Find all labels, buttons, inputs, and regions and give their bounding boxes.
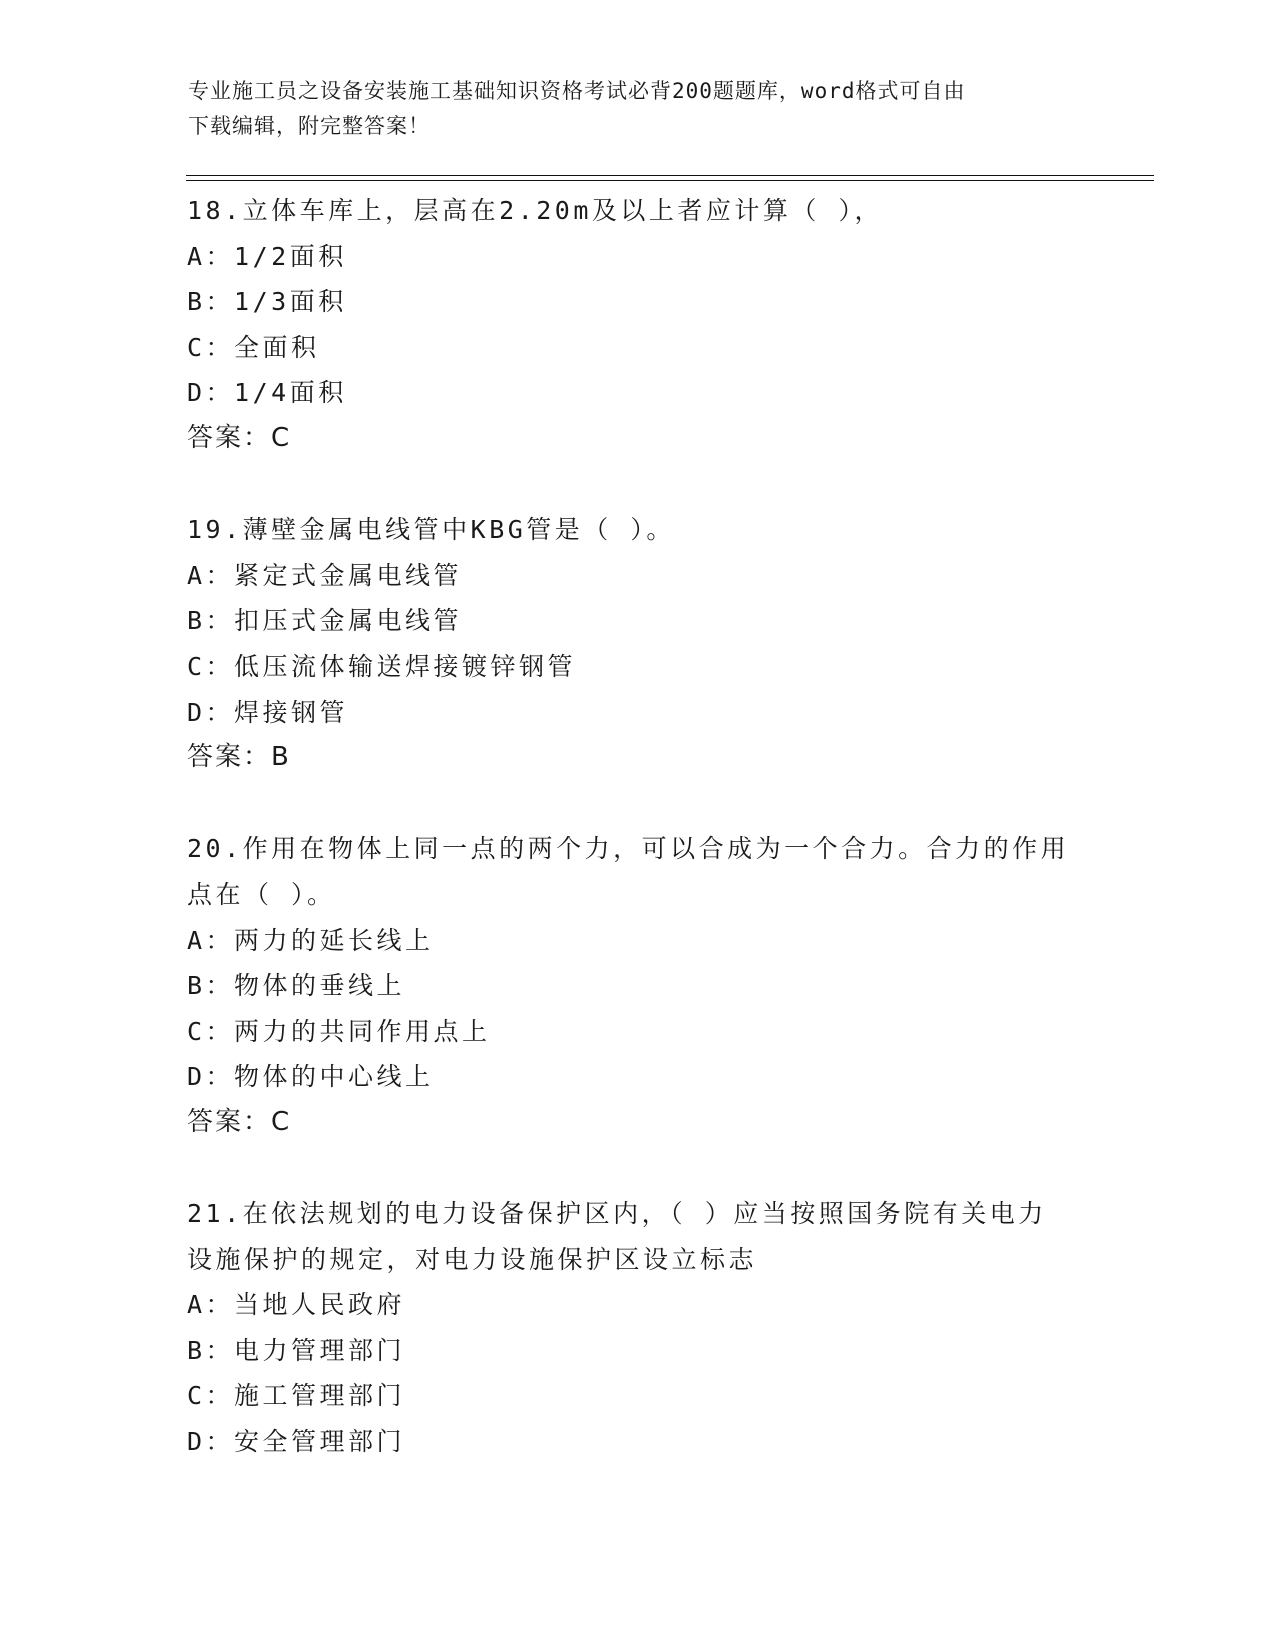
question-stem: 18.立体车库上，层高在2.20m及以上者应计算（ ）， (187, 196, 883, 225)
document-header (188, 74, 1068, 144)
question-18 (187, 188, 1087, 462)
option-c: C：全面积 (187, 332, 320, 362)
option-a: A：1/2面积 (187, 241, 347, 271)
header-line-1: 专业施工员之设备安装施工基础知识资格考试必背200题题库，word格式可自由 (188, 79, 966, 103)
header-line-2: 下载编辑，附完整答案！ (188, 114, 430, 138)
option-b: B：1/3面积 (187, 287, 347, 317)
question-list (187, 188, 1087, 1465)
option-b: B：物体的垂线上 (187, 971, 406, 1001)
question-spacer (187, 1145, 1087, 1191)
option-c: C：施工管理部门 (187, 1381, 406, 1411)
option-b: B：电力管理部门 (187, 1335, 406, 1365)
option-b: B：扣压式金属电线管 (187, 606, 463, 636)
question-19 (187, 507, 1087, 781)
option-c: C：两力的共同作用点上 (187, 1016, 491, 1046)
header-divider-bottom (186, 180, 1154, 181)
option-c: C：低压流体输送焊接镀锌钢管 (187, 651, 577, 681)
option-a: A：紧定式金属电线管 (187, 560, 463, 590)
option-d: D：物体的中心线上 (187, 1062, 434, 1092)
question-stem-line-2: 点在（ ）。 (187, 879, 336, 909)
question-21 (187, 1191, 1087, 1465)
question-stem: 19.薄壁金属电线管中KBG管是（ ）。 (187, 515, 675, 545)
question-20 (187, 826, 1087, 1145)
question-stem-line-1: 20.作用在物体上同一点的两个力，可以合成为一个合力。合力的作用 (187, 834, 1070, 864)
option-a: A：两力的延长线上 (187, 925, 434, 955)
answer-label: 答案：B (187, 742, 291, 773)
answer-label: 答案：C (187, 1106, 292, 1137)
question-stem-line-1: 21.在依法规划的电力设备保护区内，（ ）应当按照国务院有关电力 (187, 1199, 1047, 1229)
question-spacer (187, 781, 1087, 827)
question-stem-line-2: 设施保护的规定，对电力设施保护区设立标志 (187, 1244, 758, 1274)
option-d: D：焊接钢管 (187, 697, 349, 727)
option-d: D：安全管理部门 (187, 1427, 406, 1457)
option-d: D：1/4面积 (187, 378, 347, 408)
question-spacer (187, 462, 1087, 508)
answer-label: 答案：C (187, 422, 292, 453)
option-a: A：当地人民政府 (187, 1290, 406, 1320)
header-divider-top (186, 175, 1154, 176)
